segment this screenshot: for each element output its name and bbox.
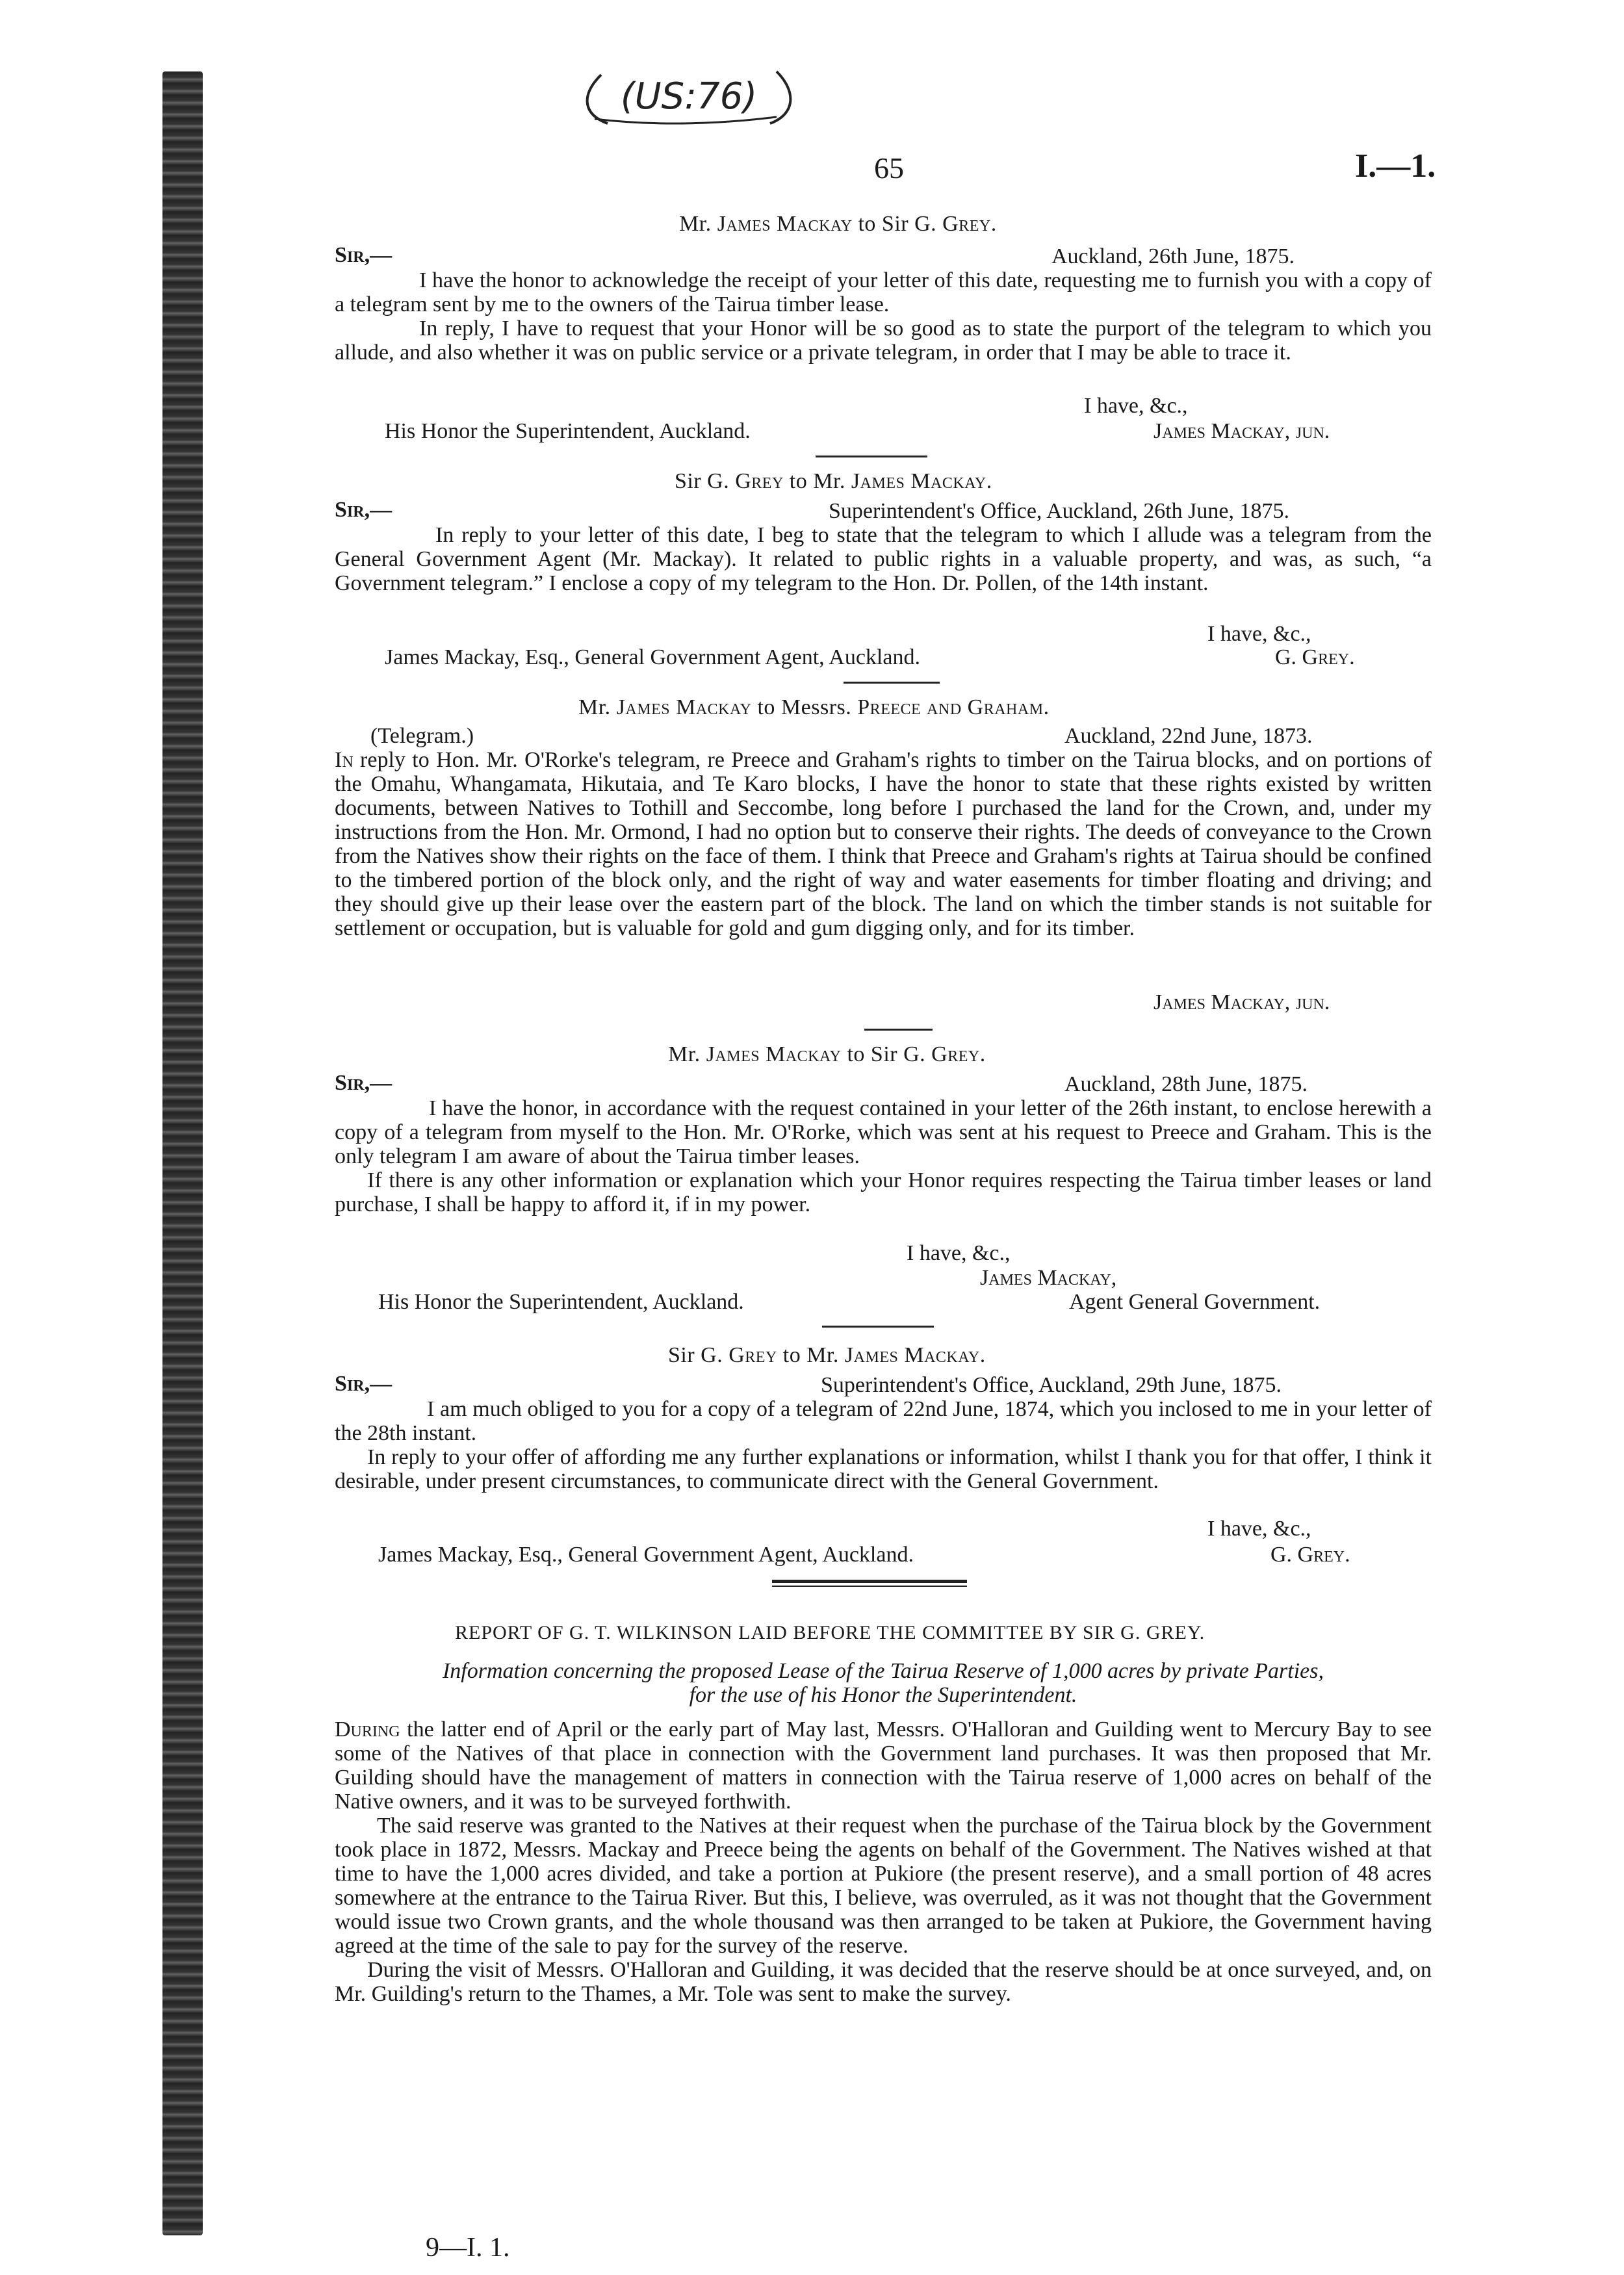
divider [816, 456, 927, 457]
letter1-signature: James Mackay, jun. [1154, 419, 1330, 443]
report-para-1: During the latter end of April or the early part of May last, Messrs. O'Halloran and Guilding went to Mercury Bay to see some of the Natives of that place in connection with the Government land purchases. It was then proposed that Mr. Guilding should have the management of matters in connection with the Tairua reserve of 1,000 acres on behalf of the Native owners, and it was to be surveyed forthwith. [335, 1717, 1432, 1814]
letter4-para-2: In reply to your offer of affording me any further explanations or information, whilst I thank you for that offer, I think it desirable, under present circumstances, to communicate direct with the General Government. [335, 1445, 1432, 1493]
letter3-heading: Mr. James Mackay to Sir G. Grey. [668, 1042, 986, 1066]
telegram-body [335, 748, 1432, 940]
letter3-signature-title: Agent General Government. [1069, 1290, 1321, 1314]
letter2-closing: I have, &c., [1207, 622, 1311, 646]
letter4-closing: I have, &c., [1207, 1517, 1311, 1541]
letter3-place-date: Auckland, 28th June, 1875. [1064, 1072, 1308, 1096]
report-body [335, 1717, 1432, 2006]
telegram-para: In reply to Hon. Mr. O'Rorke's telegram, re Preece and Graham's rights to timber on the Tairua blocks, and on portions of the Omahu, Whangamata, Hikutaia, and Te Karo blocks, I have the honor to state that these rights existed by written documents, between Natives to Tothill and Seccombe, long before I purchased the land for the Crown, and, under my instructions from the Hon. Mr. Ormond, I had no option but to conserve their rights. The deeds of conveyance to the Crown from the Natives show their rights on the face of them. I think that Preece and Graham's rights at Tairua should be confined to the timbered portion of the block only, and the right of way and water easements for timber floating and driving; and they should give up their lease over the eastern part of the block. The land on which the timber stands is not suitable for settlement or occupation, but is valuable for gold and gum digging only, and for its timber. [335, 748, 1432, 940]
letter4-signature: G. Grey. [1270, 1543, 1350, 1567]
divider [864, 1029, 933, 1031]
telegram-signature: James Mackay, jun. [1154, 990, 1330, 1014]
footer-reference: 9—I. 1. [426, 2233, 510, 2263]
document-reference: I.—1. [1355, 148, 1436, 185]
letter2-heading: Sir G. Grey to Mr. James Mackay. [675, 469, 992, 493]
letter3-closing: I have, &c., [907, 1241, 1011, 1265]
letter4-place-date: Superintendent's Office, Auckland, 29th June, 1875. [821, 1373, 1282, 1397]
double-divider-top [772, 1580, 967, 1583]
letter4-heading: Sir G. Grey to Mr. James Mackay. [668, 1343, 986, 1367]
letter2-body [335, 523, 1432, 595]
letter1-addressee: His Honor the Superintendent, Auckland. [385, 419, 751, 443]
letter1-body [335, 268, 1432, 365]
letter2-addressee: James Mackay, Esq., General Government Agent, Auckland. [385, 645, 920, 669]
letter3-addressee: His Honor the Superintendent, Auckland. [378, 1290, 744, 1314]
letter2-place-date: Superintendent's Office, Auckland, 26th June, 1875. [829, 499, 1289, 523]
report-heading: REPORT OF G. T. WILKINSON LAID BEFORE THE COMMITTEE BY SIR G. GREY. [455, 1622, 1205, 1643]
letter4-body [335, 1397, 1432, 1493]
handwritten-text: (US:76) [620, 75, 758, 118]
letter1-para-1: I have the honor to acknowledge the receipt of your letter of this date, requesting me to furnish you with a copy of a telegram sent by me to the owners of the Tairua timber lease. [335, 268, 1432, 316]
telegram-heading: Mr. James Mackay to Messrs. Preece and Graham. [578, 695, 1050, 719]
letter4-addressee: James Mackay, Esq., General Government Agent, Auckland. [378, 1543, 914, 1567]
letter1-heading: Mr. James Mackay to Sir G. Grey. [679, 212, 997, 236]
telegram-place-date: Auckland, 22nd June, 1873. [1064, 724, 1313, 748]
letter4-para-1: I am much obliged to you for a copy of a telegram of 22nd June, 1874, which you inclosed to me in your letter of the 28th instant. [335, 1397, 1432, 1445]
divider [822, 1326, 934, 1328]
letter1-closing: I have, &c., [1084, 394, 1188, 418]
double-divider-bottom [772, 1586, 967, 1587]
report-subtitle-line2: for the use of his Honor the Superintendent. [689, 1683, 1077, 1707]
letter3-para-2: If there is any other information or explanation which your Honor requires respecting the Tairua timber leases or land purchase, I shall be happy to afford it, if in my power. [335, 1168, 1432, 1216]
binding-shadow [162, 71, 203, 2235]
divider [844, 682, 940, 684]
letter3-para-1: I have the honor, in accordance with the request contained in your letter of the 26th instant, to enclose herewith a copy of a telegram from myself to the Hon. Mr. O'Rorke, which was sent at his request to Preece and Graham. This is the only telegram I am aware of about the Tairua timber leases. [335, 1096, 1432, 1168]
report-para-2: The said reserve was granted to the Natives at their request when the purchase of the Tairua block by the Government took place in 1872, Messrs. Mackay and Preece being the agents on behalf of the Government. The Natives wished at that time to have the 1,000 acres divided, and take a portion at Pukiore (the present reserve), and a small portion of 48 acres somewhere at the entrance to the Tairua River. But this, I believe, was overruled, as it was not thought that the Government would issue two Crown grants, and the whole thousand was then arranged to be taken at Pukiore, the Government having agreed at the time of the sale to pay for the survey of the reserve. [335, 1814, 1432, 1958]
page-number: 65 [874, 151, 904, 185]
letter3-signature-name: James Mackay, [980, 1266, 1117, 1290]
telegram-label: (Telegram.) [370, 724, 474, 748]
letter2-salutation: Sir,— [335, 498, 393, 522]
letter3-salutation: Sir,— [335, 1071, 393, 1095]
letter1-place-date: Auckland, 26th June, 1875. [1051, 244, 1295, 268]
handwritten-annotation [582, 62, 796, 133]
letter3-body [335, 1096, 1432, 1216]
letter2-para: In reply to your letter of this date, I beg to state that the telegram to which I allude was a telegram from the General Government Agent (Mr. Mackay). It related to public rights in a valuable property, and was, as such, “a Government telegram.” I enclose a copy of my telegram to the Hon. Dr. Pollen, of the 14th instant. [335, 523, 1432, 595]
letter4-salutation: Sir,— [335, 1372, 393, 1396]
report-subtitle-line1: Information concerning the proposed Lease of the Tairua Reserve of 1,000 acres by private Parties, [442, 1659, 1324, 1683]
letter1-salutation: Sir,— [335, 243, 393, 267]
letter2-signature: G. Grey. [1275, 645, 1355, 669]
report-para-3: During the visit of Messrs. O'Halloran and Guilding, it was decided that the reserve should be at once surveyed, and, on Mr. Guilding's return to the Thames, a Mr. Tole was sent to make the survey. [335, 1958, 1432, 2006]
letter1-para-2: In reply, I have to request that your Honor will be so good as to state the purport of the telegram to which you allude, and also whether it was on public service or a private telegram, in order that I may be able to trace it. [335, 316, 1432, 365]
